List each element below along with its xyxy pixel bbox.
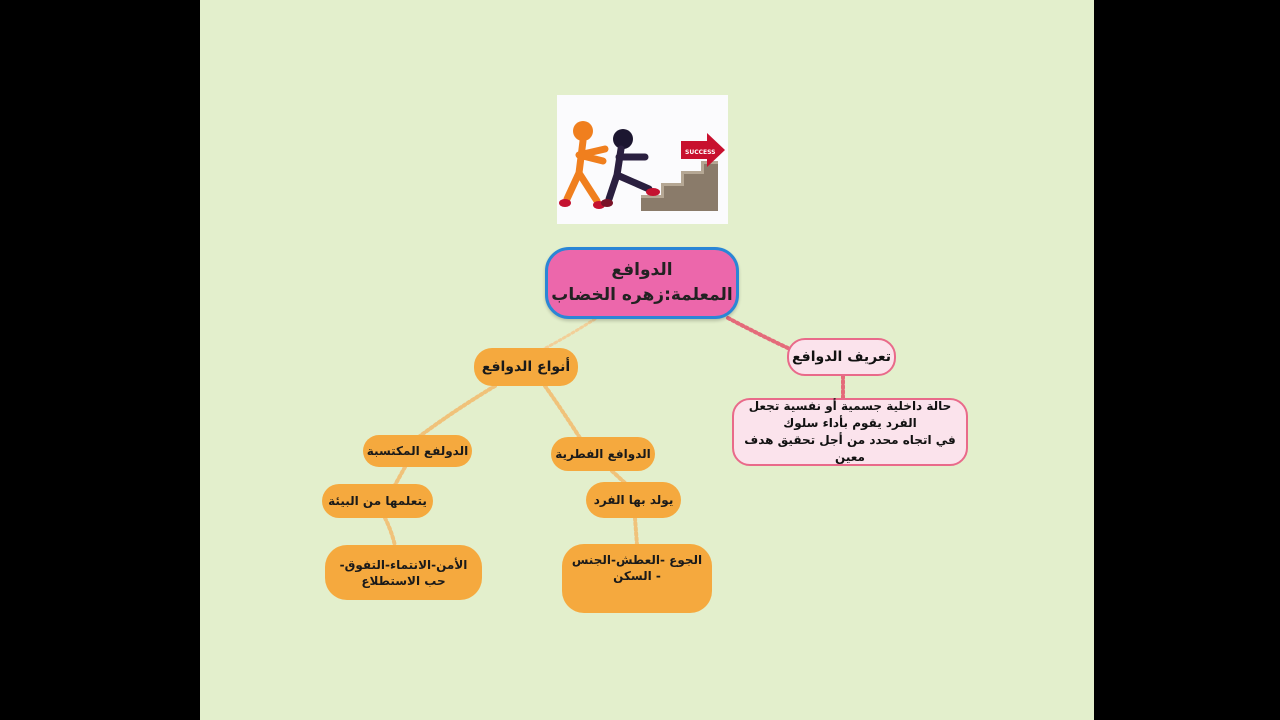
- svg-text:SUCCESS: SUCCESS: [685, 149, 716, 156]
- definition-line-1: حالة داخلية جسمية أو نفسية تجعل: [748, 399, 952, 413]
- definition-line-2: الفرد يقوم بأداء سلوك: [783, 416, 917, 430]
- link-root-definition: [728, 318, 792, 350]
- definition-text-node: [732, 398, 968, 466]
- acquired-desc-node: يتعلمها من البيئة: [322, 484, 433, 518]
- success-sign: [685, 149, 715, 156]
- link-learn-examples: [385, 518, 395, 546]
- link-root-types: [542, 319, 595, 350]
- innate-examples-node: الجوع -العطش-الجنس - السكن: [562, 544, 712, 613]
- root-title: الدوافع: [611, 260, 673, 280]
- root-node: [545, 247, 739, 319]
- link-types-innate: [545, 386, 580, 438]
- types-node: أنواع الدوافع: [474, 348, 578, 386]
- root-teacher-name: المعلمة:زهره الخضاب: [551, 285, 733, 305]
- acquired-examples-node: الأمن-الانتماء-التفوق-حب الاستطلاع: [325, 545, 482, 600]
- link-born-examples: [635, 518, 637, 545]
- success-stairs-image: [557, 95, 728, 224]
- definition-line-3: في اتجاه محدد من أجل تحقيق هدف معين: [744, 433, 956, 464]
- acquired-motives-node: الدولفع المكتسبة: [363, 435, 472, 467]
- link-types-acquired: [420, 386, 495, 436]
- innate-desc-node: يولد بها الفرد: [586, 482, 681, 518]
- innate-motives-node: الدوافع الفطرية: [551, 437, 655, 471]
- definition-title-node: تعريف الدوافع: [787, 338, 896, 376]
- link-acquired-learn: [395, 467, 405, 485]
